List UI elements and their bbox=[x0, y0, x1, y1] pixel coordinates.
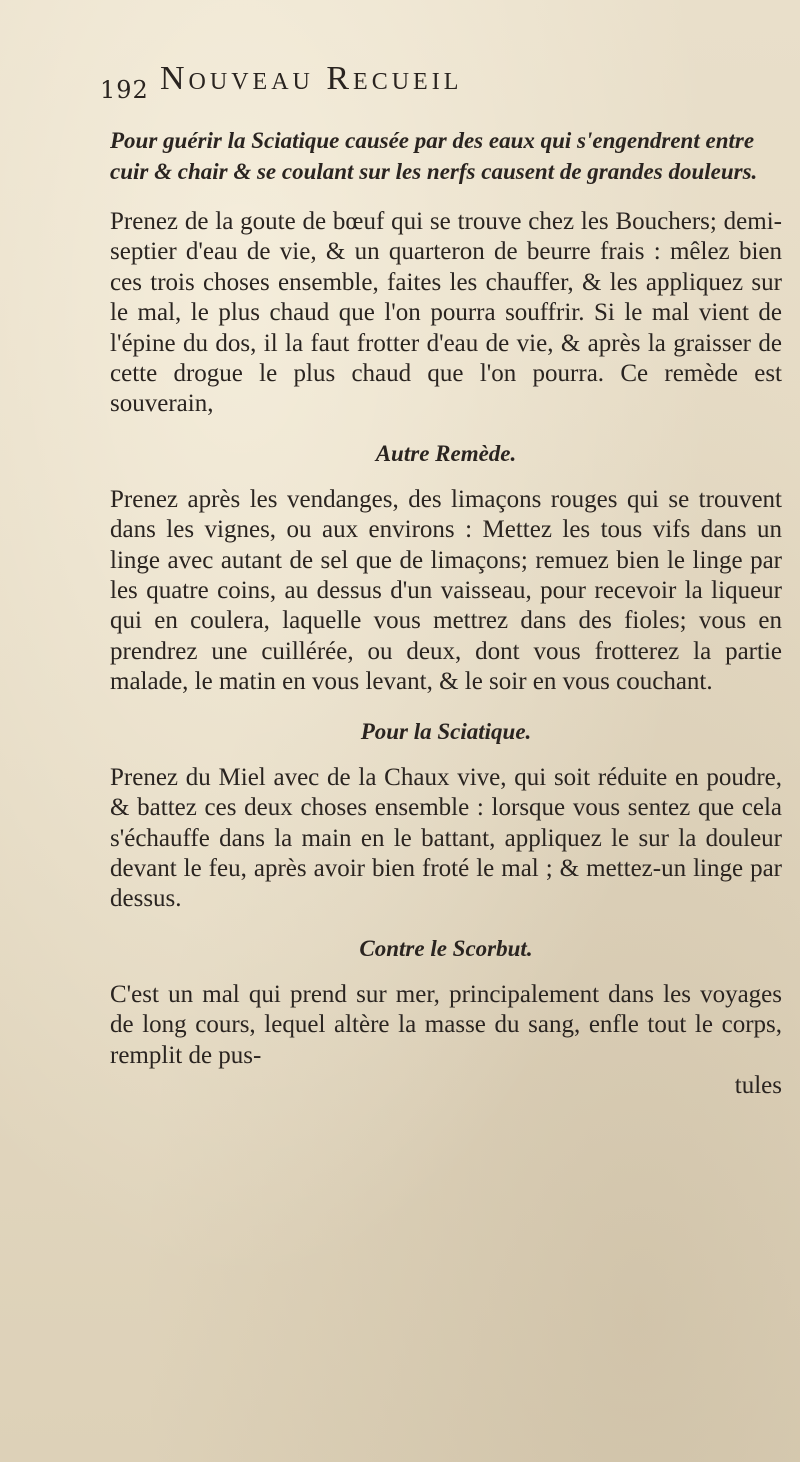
running-head bbox=[100, 56, 740, 106]
section-title-sciatique-eaux: Pour guérir la Sciatique causée par des eaux qui s'engendrent entre cuir & chair & se coulant sur les nerfs causent de grandes douleurs. bbox=[110, 128, 758, 184]
catchword: tules bbox=[734, 1071, 782, 1099]
page-content bbox=[110, 125, 782, 1101]
section-title-autre-remede: Autre Remède. bbox=[375, 440, 517, 466]
paragraph-limacons: Prenez après les vendanges, des limaçons rouges qui se trouvent dans les vignes, ou aux environs : Mettez les tous vifs dans un linge avec autant de sel que de limaçons; remuez bien le linge par les quatre coins, au dessus d'un vaisseau, pour recevoir la liqueur qui en coulera, laquelle vous mettrez dans des fioles; vous en prendrez une cuillérée, ou deux, dont vous frotterez la partie malade, le matin en vous levant, & le soir en vous couchant. bbox=[110, 485, 782, 696]
page-number: 192 bbox=[100, 76, 149, 104]
book-title: Nouveau Recueil bbox=[160, 60, 463, 97]
section-title-contre-le-scorbut: Contre le Scorbut. bbox=[359, 935, 533, 961]
paragraph-miel-chaux: Prenez du Miel avec de la Chaux vive, qui soit réduite en poudre, & battez ces deux choses ensemble : lorsque vous sentez que cela s'échauffe dans la main en le battant, appliquez le sur la douleur devant le feu, après avoir bien froté le mal ; & mettez-un linge par dessus. bbox=[110, 763, 782, 913]
paragraph-goute-de-boeuf: Prenez de la goute de bœuf qui se trouve chez les Bouchers; demi-septier d'eau de vie, & un quarteron de beurre frais : mêlez bien ces trois choses ensemble, faites les chauffer, & les appliquez sur le mal, le plus chaud que l'on pourra souffrir. Si le mal vient de l'épine du dos, il la faut frotter d'eau de vie, & après la graisser de cette drogue le plus chaud que l'on pourra. Ce remède est souverain, bbox=[110, 208, 782, 418]
paragraph-scorbut: C'est un mal qui prend sur mer, principalement dans les voyages de long cours, lequel altère la masse du sang, enfle tout le corps, remplit de pus- bbox=[110, 980, 782, 1069]
section-title-pour-la-sciatique: Pour la Sciatique. bbox=[360, 718, 532, 744]
